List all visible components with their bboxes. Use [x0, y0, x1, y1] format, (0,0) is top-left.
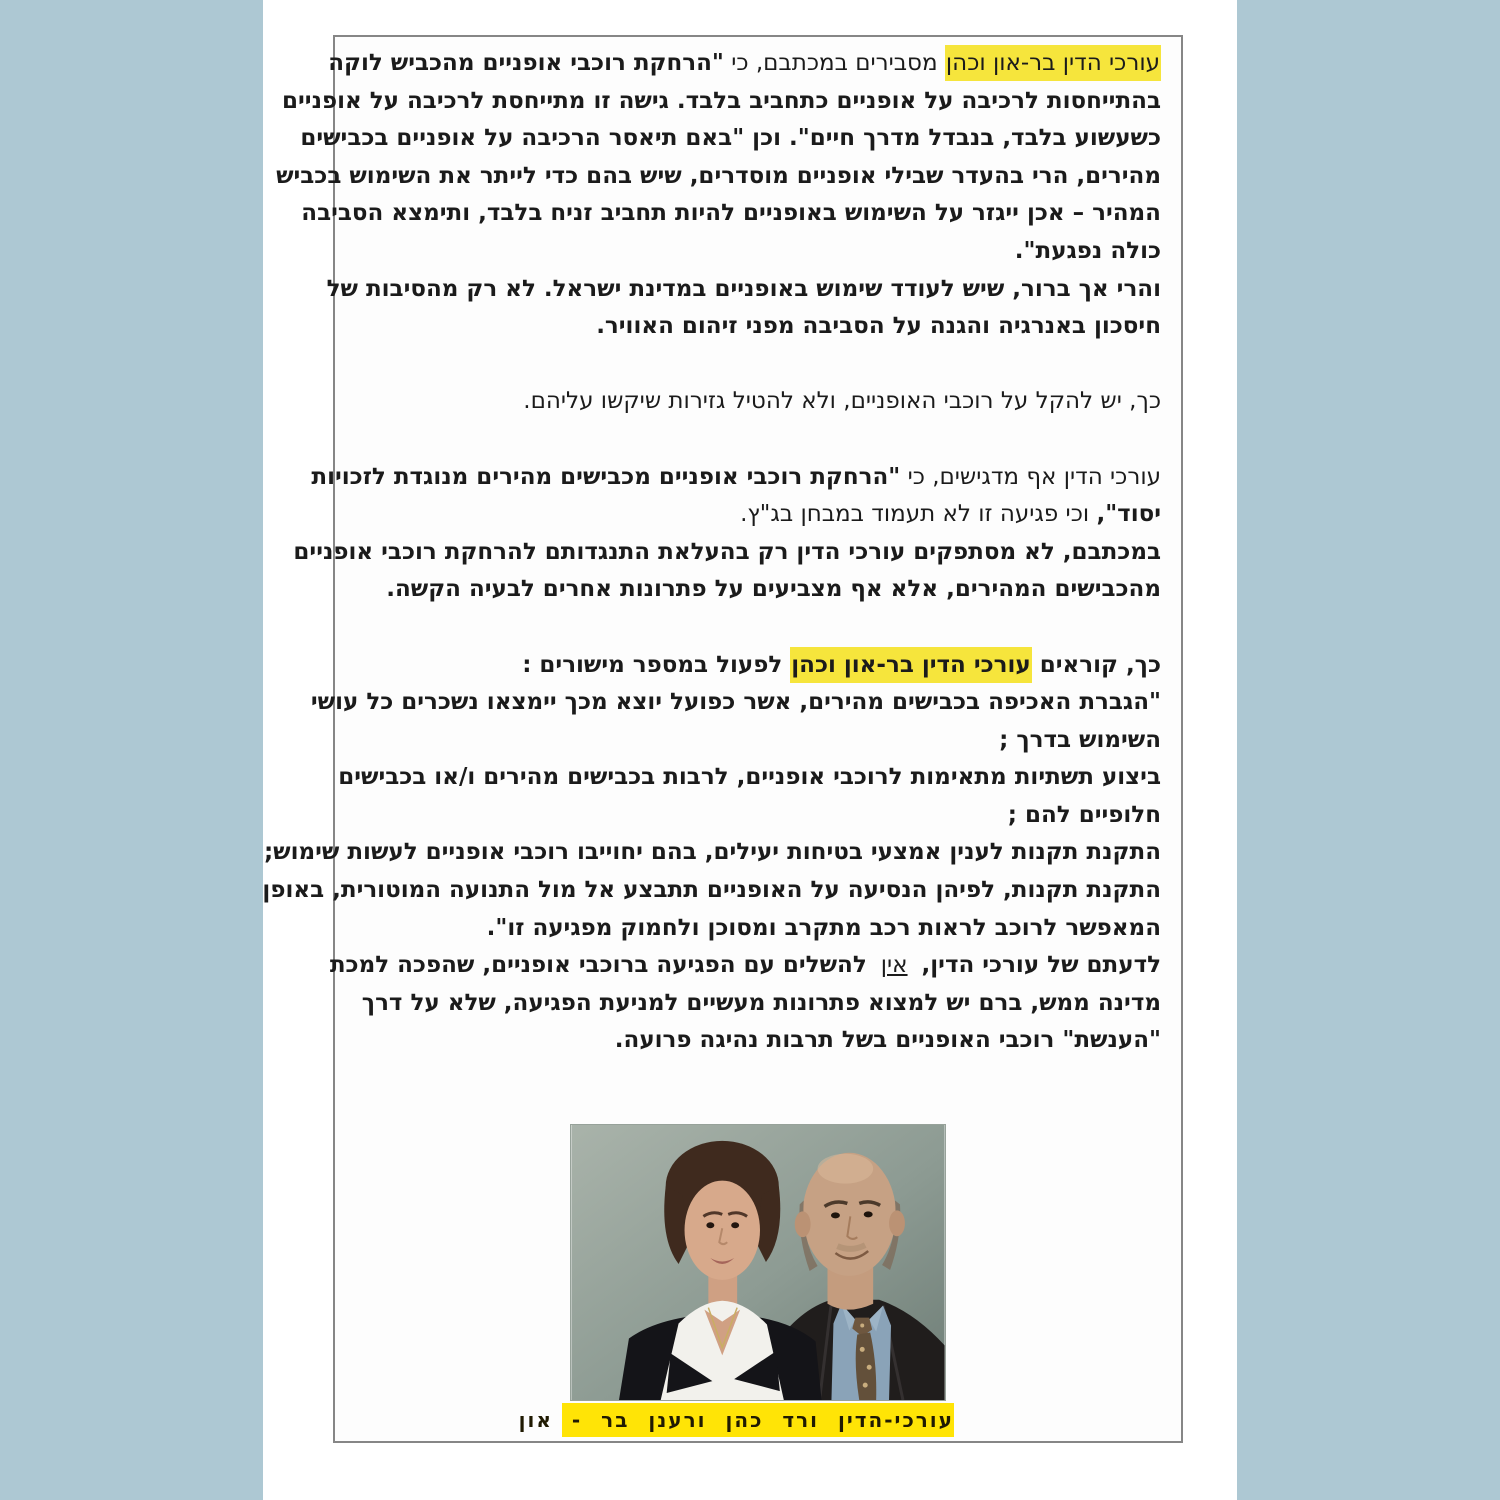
text-line	[347, 647, 1161, 685]
text-segment: כך, יש להקל על רוכבי האופניים, ולא להטיל גזירות שיקשו עליהם.	[523, 388, 1161, 415]
text-line	[310, 684, 1161, 722]
text-line	[263, 834, 1161, 872]
text-segment: המאפשר לרוכב לראות רכב מתקרב ומסוכן ולחמוק מפגיעה זו".	[486, 914, 1161, 941]
text-segment: לפעול במספר מישורים :	[522, 651, 791, 678]
text-line	[347, 1022, 1161, 1060]
text-column	[262, 37, 1181, 1060]
text-segment: עורכי הדין אף מדגישים, כי	[900, 463, 1161, 490]
text-line	[347, 383, 1161, 421]
text-segment: השימוש בדרך ;	[999, 726, 1161, 753]
text-line	[347, 985, 1161, 1023]
text-segment: כשעשוע בלבד, בנבדל מדרך חיים". וכן "באם תיאסר הרכיבה על אופניים בכבישים	[300, 125, 1161, 152]
text-line	[311, 459, 1161, 497]
text-segment: התקנת תקנות לענין אמצעי בטיחות יעילים, בהם יחוייבו רוכבי אופניים לעשות שימוש;	[263, 839, 1161, 866]
text-segment: "הגברת האכיפה בכבישים מהירים, אשר כפועל יוצא מכך יימצאו נשכרים כל עושי	[310, 689, 1161, 716]
text-line	[338, 759, 1161, 797]
text-line	[347, 797, 1161, 835]
blank-line	[347, 346, 1161, 384]
text-segment: כך, קוראים	[1031, 651, 1161, 678]
attorneys-photo	[570, 1124, 946, 1401]
text-segment: חיסכון באנרגיה והגנה על הסביבה מפני זיהום האוויר.	[596, 313, 1161, 340]
text-line	[262, 872, 1161, 910]
text-segment: וכי פגיעה זו לא תעמוד במבחן בג"ץ.	[740, 501, 1097, 528]
text-line	[347, 722, 1161, 760]
text-segment: מסבירים במכתבם, כי	[723, 50, 945, 76]
text-line	[282, 83, 1161, 121]
text-line	[329, 947, 1161, 985]
text-line	[276, 158, 1161, 196]
attorneys-photo-block	[518, 1124, 954, 1437]
text-line	[293, 534, 1161, 572]
text-segment: מדינה ממש, ברם יש למצוא פתרונות מעשיים למניעת הפגיעה, שלא על דרך	[361, 989, 1161, 1016]
text-segment: "הרחקת רוכבי אופניים מהכביש לוקה	[328, 50, 724, 76]
highlighted-name: עורכי הדין בר-און וכהן	[790, 647, 1031, 683]
photo-caption: עורכי-הדין ורד כהן ורענן בר - און	[562, 1403, 954, 1437]
text-segment: התקנת תקנות, לפיהן הנסיעה על האופניים תתבצע אל מול התנועה המוטורית, באופן	[262, 877, 1161, 904]
text-segment: מהירים, הרי בהעדר שבילי אופניים מוסדרים, שיש בהם כדי לייתר את השימוש בכביש	[276, 162, 1161, 189]
text-segment: לדעתם של עורכי הדין,	[913, 952, 1161, 979]
text-segment: ביצוע תשתיות מתאימות לרוכבי אופניים, לרבות בכבישים מהירים ו/או בכבישים	[338, 764, 1161, 791]
text-segment: והרי אך ברור, שיש לעודד שימוש באופניים במדינת ישראל. לא רק מהסיבות של	[326, 275, 1161, 302]
text-line	[347, 308, 1161, 346]
text-segment: יסוד",	[1096, 501, 1161, 528]
text-segment: המהיר – אכן ייגזר על השימוש באופניים להיות תחביב זניח בלבד, ותימצא הסביבה	[301, 200, 1161, 227]
text-segment: בהתייחסות לרכיבה על אופניים כתחביב בלבד. גישה זו מתייחסת לרכיבה על אופניים	[282, 87, 1161, 114]
text-line	[326, 271, 1161, 309]
underlined-word: אין	[880, 952, 908, 979]
highlighted-name: עורכי הדין בר-און וכהן	[945, 45, 1161, 81]
blank-line	[347, 609, 1161, 647]
text-segment: להשלים עם הפגיעה ברוכבי אופניים, שהפכה למכת	[329, 952, 875, 979]
text-line	[347, 910, 1161, 948]
blank-line	[347, 421, 1161, 459]
text-segment: במכתבם, לא מסתפקים עורכי הדין רק בהעלאת התנגדותם להרחקת רוכבי אופניים	[293, 538, 1161, 565]
text-segment: מהכבישים המהירים, אלא אף מצביעים על פתרונות אחרים לבעיה הקשה.	[386, 576, 1161, 603]
scanned-page	[263, 0, 1237, 1500]
text-line	[347, 233, 1161, 271]
text-line	[301, 195, 1161, 233]
text-segment: כולה נפגעת".	[1014, 237, 1161, 264]
text-segment: חלופיים להם ;	[1007, 801, 1161, 828]
text-segment: "הרחקת רוכבי אופניים מכבישים מהירים מנוגדת לזכויות	[311, 463, 901, 490]
text-line	[347, 571, 1161, 609]
text-line	[328, 45, 1161, 83]
text-segment: "הענשת" רוכבי האופניים בשל תרבות נהיגה פרועה.	[614, 1027, 1161, 1054]
text-line	[300, 120, 1161, 158]
text-line	[347, 496, 1161, 534]
document-frame	[262, 35, 1183, 1443]
